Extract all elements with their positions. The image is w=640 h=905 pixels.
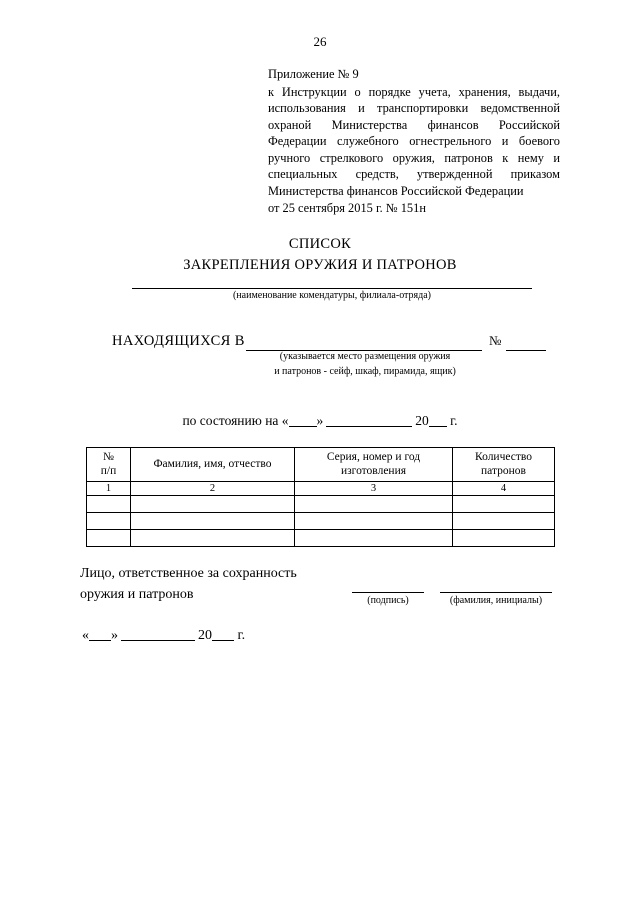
- signature-caption: (подпись): [367, 595, 409, 606]
- bottom-month-blank[interactable]: [121, 640, 195, 641]
- name-fill-caption: (наименование комендатуры, филиала-отряда): [232, 290, 432, 301]
- signature-fill-line[interactable]: [352, 592, 424, 593]
- responsible-line1: Лицо, ответственное за сохранность: [80, 566, 297, 581]
- appendix-body: к Инструкции о порядке учета, хранения, выдачи, использования и транспортировки ведомственной охраной Министерства финансов Российской Федерации служебного огнестрельного и боевого ручного стрелкового оружия, патронов к нему и специальных средств, утвержденной приказом Министерства финансов Российской Федерации: [268, 84, 560, 198]
- table-header-serial-line1: Серия, номер и год: [326, 450, 421, 463]
- appendix-block: [268, 66, 560, 217]
- bottom-year: 20: [198, 628, 212, 643]
- table-row[interactable]: [87, 513, 555, 530]
- location-caption-line2: и патронов - сейф, шкаф, пирамида, ящик): [274, 366, 456, 377]
- table-cell-num-4: 4: [453, 482, 555, 496]
- table-cell-empty[interactable]: [295, 513, 453, 530]
- appendix-title: Приложение № 9: [268, 67, 359, 81]
- table-header-number: [87, 448, 131, 482]
- table-cell-empty[interactable]: [87, 496, 131, 513]
- table-cell-empty[interactable]: [453, 496, 555, 513]
- table-header-ammo-line2: патронов: [481, 464, 526, 477]
- appendix-date: от 25 сентября 2015 г. № 151н: [268, 201, 426, 215]
- table-header-fullname: Фамилия, имя, отчество: [131, 448, 295, 482]
- status-suffix: г.: [450, 413, 458, 428]
- page-number: 26: [313, 34, 327, 49]
- table-cell-num-3: 3: [295, 482, 453, 496]
- number-sign-label: №: [489, 333, 502, 348]
- bottom-quote-close: »: [111, 628, 118, 643]
- table-cell-empty[interactable]: [87, 513, 131, 530]
- status-month-blank[interactable]: [326, 426, 412, 427]
- table-header-serial-line2: изготовления: [340, 464, 407, 477]
- name-initials-caption: (фамилия, инициалы): [449, 595, 543, 606]
- responsible-line2: оружия и патронов: [80, 587, 194, 602]
- table-cell-empty[interactable]: [131, 530, 295, 547]
- bottom-suffix: г.: [237, 628, 246, 643]
- table-cell-empty[interactable]: [131, 496, 295, 513]
- table-row[interactable]: [87, 496, 555, 513]
- table-header-number-line1: №: [103, 450, 114, 463]
- status-year-blank[interactable]: [429, 426, 447, 427]
- status-day-blank[interactable]: [289, 426, 317, 427]
- table-header-ammo-line1: Количество: [475, 450, 532, 463]
- name-initials-fill-line[interactable]: [440, 592, 552, 593]
- name-fill-line[interactable]: [132, 288, 532, 289]
- status-prefix: по состоянию на «: [182, 413, 289, 428]
- table-header-number-line2: п/п: [100, 464, 117, 477]
- table-header-serial: [295, 448, 453, 482]
- bottom-year-blank[interactable]: [212, 640, 234, 641]
- location-caption-line1: (указывается место размещения оружия: [279, 351, 451, 362]
- table-header-ammo-count: [453, 448, 555, 482]
- table-cell-empty[interactable]: [453, 513, 555, 530]
- table-header-row: [87, 448, 555, 482]
- assignment-table: [86, 447, 555, 547]
- table-cell-empty[interactable]: [295, 496, 453, 513]
- bottom-day-blank[interactable]: [89, 640, 111, 641]
- document-title-line1: СПИСОК: [288, 236, 352, 252]
- location-caption: [200, 349, 530, 379]
- status-year: 20: [415, 413, 429, 428]
- table-row-numbering: [87, 482, 555, 496]
- document-title: [0, 234, 640, 276]
- table-cell-num-2: 2: [131, 482, 295, 496]
- status-quote-close: »: [316, 413, 324, 428]
- table-cell-empty[interactable]: [87, 530, 131, 547]
- bottom-quote-open: «: [82, 628, 89, 643]
- bottom-date-line: [82, 628, 245, 644]
- table-cell-empty[interactable]: [295, 530, 453, 547]
- document-title-line2: ЗАКРЕПЛЕНИЯ ОРУЖИЯ И ПАТРОНОВ: [183, 257, 457, 274]
- table-row[interactable]: [87, 530, 555, 547]
- responsible-person-block: [80, 563, 297, 605]
- table-cell-num-1: 1: [87, 482, 131, 496]
- table-cell-empty[interactable]: [453, 530, 555, 547]
- table-cell-empty[interactable]: [131, 513, 295, 530]
- location-label: НАХОДЯЩИХСЯ В: [112, 333, 245, 349]
- status-date-line: [0, 413, 640, 429]
